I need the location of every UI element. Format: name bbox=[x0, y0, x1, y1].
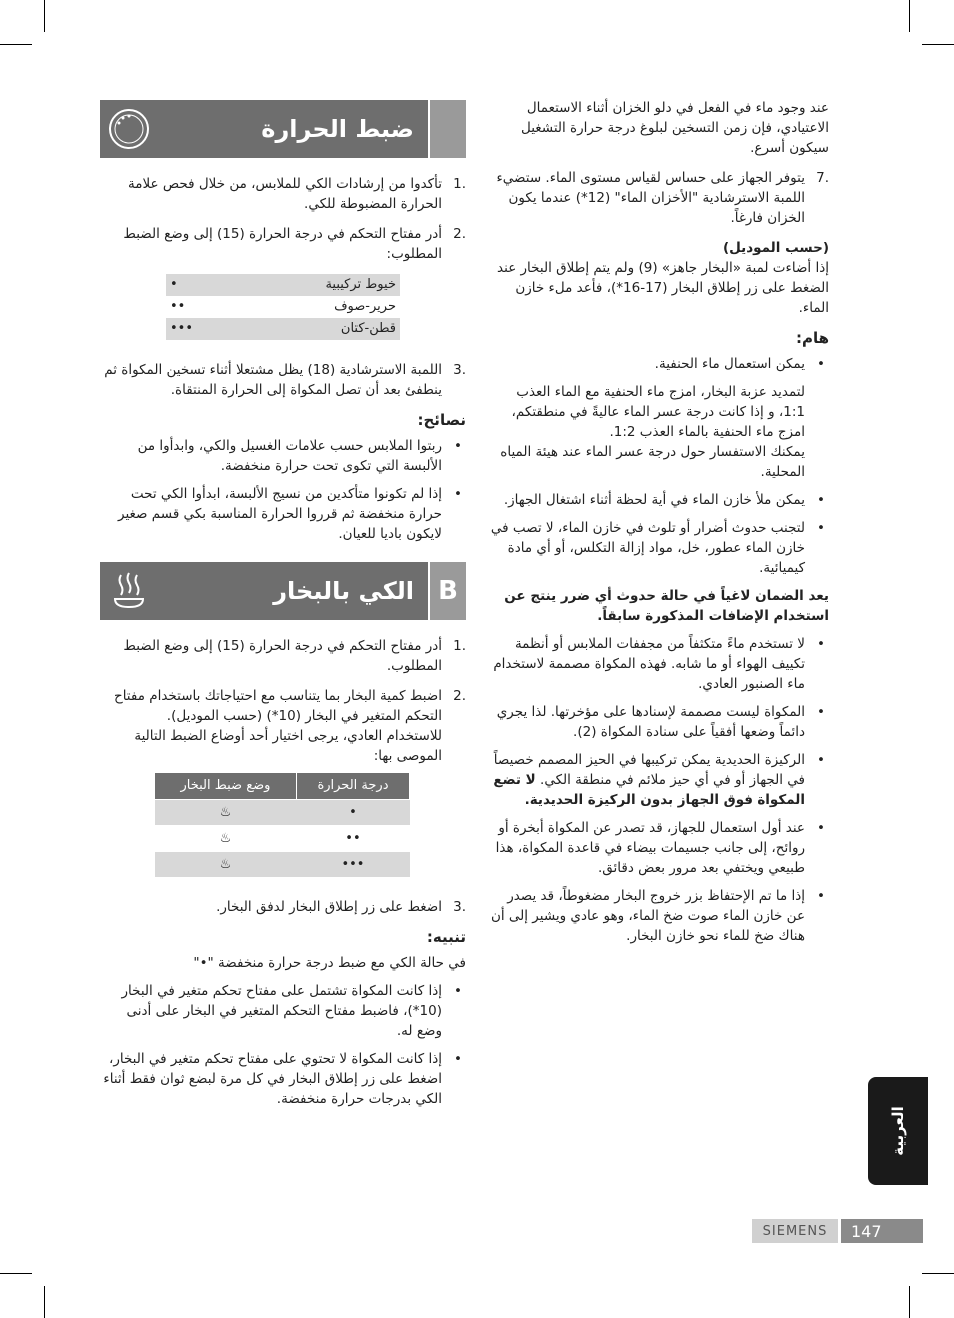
language-tab bbox=[868, 1077, 928, 1185]
bullet: • يمكن استعمال ماء الحنفية. bbox=[654, 356, 825, 372]
crop-mark bbox=[909, 1286, 910, 1318]
page-footer bbox=[752, 1219, 923, 1243]
table-header-temp: درجة الحرارة bbox=[296, 773, 409, 800]
list-item: .3 اضغط على زر إطلاق البخار لدفق البخار. bbox=[216, 899, 466, 915]
steam-settings-table bbox=[154, 772, 410, 877]
table-row: •• ♨ bbox=[155, 826, 410, 852]
table-header-row bbox=[155, 773, 410, 800]
section-letter-tab: B bbox=[430, 562, 466, 620]
page-number: 147 bbox=[841, 1219, 923, 1243]
bullet: • عند أول استعمال للجهاز، قد تصدر عن المكواة أبخرة أو روائح، إلى جانب جسيمات بيضاء في قاعدة المكواة، هذا طبيعي ويختفي بعد مرور بعض دقائق. bbox=[495, 820, 825, 876]
bullet-dot-icon: • bbox=[817, 356, 825, 372]
bullet: • الركيزة الحديدية يمكن تركيبها في الحيز المصمم خصيصاً في الجهاز أو في أي حيز ملائم في منطقة الكي. لا تضع المكواة فوق الجهاز بدون الركيزة الحديدية. bbox=[493, 752, 825, 808]
bullet-dot-icon: • bbox=[817, 752, 825, 768]
intro-paragraph: عند وجود ماء في الفعل في دلو الخزان أثناء الاستعمال الاعتيادي، فإن زمن التسخين لبلوغ درجة حرارة التشغيل سيكون أسرع. bbox=[520, 100, 829, 156]
bullet: • يمكن ملأ خازن الماء في أية لحظة أثناء اشتغال الجهاز. bbox=[503, 492, 825, 508]
bullet: • إذا كانت المكواة تشتمل على مفتاح تحكم متغير في البخار (10*)، فاضبط مفتاح التحكم المتغير في البخار على أدنى وضع له. bbox=[121, 983, 462, 1039]
recommended-settings-text: للاستخدام العادي، يرجى اختيار أحد أوضاع الضبط التالية الموصى بها: bbox=[134, 728, 442, 764]
section-header-temperature bbox=[100, 100, 466, 158]
bullet-dot-icon: • bbox=[454, 486, 462, 502]
section-title: ضبط الحرارة bbox=[261, 115, 414, 143]
list-item: .2 اضبط كمية البخار بما يتناسب مع احتياجاتك باستخدام مفتاح التحكم المتغير في البخار (10*) (حسب الموديل). bbox=[113, 688, 466, 724]
item-number: .7 bbox=[816, 170, 829, 186]
bullet: • لا تستخدم ماءً متكثفاً من مجففات الملابس أو أنظمة تكييف الهواء أو ما شابه. فهذه المكواة مصممة لاستخدام ماء الصنبور العادي. bbox=[493, 636, 825, 692]
item-text: يتوفر الجهاز على حساس لقياس مستوى الماء. ستضيء اللمبة الاسترشادية "الأخزان الماء" (12*) عندما يكون الخزان فارغاً. bbox=[496, 170, 805, 226]
section-letter-tab bbox=[430, 100, 466, 158]
steam-level-2-icon: ♨ bbox=[155, 826, 297, 852]
table-row: • ♨ bbox=[155, 800, 410, 826]
bullet: • المكواة ليست مصممة لإسنادها على مؤخرتها. لذا يجري دائماً وضعها أفقياً على سنادة المكواة (2). bbox=[496, 704, 825, 740]
table-row: خيوط تركيبية • bbox=[166, 274, 400, 296]
section-title: الكي بالبخار bbox=[273, 577, 414, 605]
list-item: .3 اللمبة الاسترشادية (18) يظل مشتعلا أثناء تسخين المكواة ثم ينطفئ بعد أن تصل المكواة إلى الحرارة المنتقاة. bbox=[104, 362, 466, 398]
crop-mark bbox=[44, 0, 45, 32]
left-column bbox=[100, 100, 466, 1117]
table-row: ••• ♨ bbox=[155, 852, 410, 878]
crop-mark bbox=[0, 44, 32, 45]
bullet-dot-icon: • bbox=[817, 492, 825, 508]
table-row: حرير-صوف •• bbox=[170, 299, 396, 314]
right-column bbox=[487, 98, 829, 954]
bullet: • لتجنب حدوث أضرار أو تلوث في خازن الماء، لا تصب في خازن الماء عطور، خل، مواد إزالة التكلس، أو أي مادة كيميائية. bbox=[490, 520, 825, 576]
bullet-dot-icon: • bbox=[817, 636, 825, 652]
steam-level-1-icon: ♨ bbox=[155, 800, 297, 826]
temperature-dial-icon bbox=[106, 106, 152, 152]
crop-mark bbox=[909, 0, 910, 32]
crop-mark bbox=[0, 1273, 32, 1274]
list-item: .1 تأكدوا من إرشادات الكي للملابس، من خلال فحص علامة الحرارة المضبوطة للكي. bbox=[127, 176, 466, 212]
steam-level-3-icon: ♨ bbox=[155, 852, 297, 878]
tips-title: نصائح: bbox=[417, 411, 466, 429]
bullet: لتمديد عزبة البخار، امزج ماء الحنفية مع الماء العذب 1:1، و إذا كانت درجة عسر الماء عاليةً في منطقتكم، امزج ماء الحنفية بالماء العذب 1:2. bbox=[511, 384, 805, 440]
list-item: .1 أدر مفتاح التحكم في درجة الحرارة (15) إلى وضع الضبط المطلوب. bbox=[123, 638, 466, 674]
important-title: هام: bbox=[795, 329, 829, 347]
list-item: .2 أدر مفتاح التحكم في درجة الحرارة (15) إلى وضع الضبط المطلوب: bbox=[123, 226, 466, 262]
warranty-note: يعد الضمان لاغياً في حالة حدوث أي ضرر ينتج عن استخدام الإضافات المذكورة سابقاً. bbox=[504, 588, 829, 624]
bullet: • إذا ما تم الإحتفاظ بزر خروج البخار مضغوطاً، قد يصدر عن خازن الماء صوت ضخ الماء، وهو عادي ويشير إلى أن هناك ضخ للماء نحو خازن البخار. bbox=[490, 888, 825, 944]
bullet-dot-icon: • bbox=[817, 704, 825, 720]
fabric-temperature-table bbox=[166, 274, 400, 340]
bullet-dot-icon: • bbox=[817, 820, 825, 836]
item-7 bbox=[487, 168, 829, 228]
language-label: العربية bbox=[889, 1106, 907, 1156]
crop-mark bbox=[922, 44, 954, 45]
crop-mark bbox=[922, 1273, 954, 1274]
bullet-dot-icon: • bbox=[454, 1051, 462, 1067]
caution-title: تنبيه: bbox=[426, 928, 466, 946]
section-header-steam bbox=[100, 562, 466, 620]
bullet-dot-icon: • bbox=[817, 888, 825, 904]
table-header-steam: وضع ضبط البخار bbox=[155, 773, 297, 800]
bullet: • ربتوا الملابس حسب علامات الغسيل والكي، وابدأوا من الألبسة التي تكوى تحت حرارة منخفضة. bbox=[137, 438, 462, 474]
crop-mark bbox=[44, 1286, 45, 1318]
brand-label: SIEMENS bbox=[752, 1219, 838, 1243]
steam-icon bbox=[106, 568, 152, 614]
bullet-dot-icon: • bbox=[454, 983, 462, 999]
bullet: يمكنك الاستفسار حول درجة عسر الماء عند هيئة المياه المحلية. bbox=[500, 444, 805, 480]
bullet: • إذا كانت المكواة لا تحتوي على مفتاح تحكم متغير في البخار، اضغط على زر إطلاق البخار في كل مرة لبضع ثوان فقط أثناء الكي بدرجات حرارة منخفضة. bbox=[103, 1051, 462, 1107]
caution-paragraph: في حالة الكي مع ضبط درجة حرارة منخفضة "•" bbox=[193, 955, 466, 971]
bullet-dot-icon: • bbox=[454, 438, 462, 454]
bullet-dot-icon: • bbox=[817, 520, 825, 536]
bullet: • إذا لم تكونوا متأكدين من نسيج الألبسة، ابدأوا الكي تحت حرارة منخفضة ثم قرروا الحرارة المناسبة بكي قسم صغير لايكون باديا للعيان. bbox=[118, 486, 462, 542]
model-note: (حسب الموديل) bbox=[722, 240, 829, 256]
table-row: قطن-كتان ••• bbox=[166, 318, 400, 340]
model-paragraph: إذا أضاءت لمبة «البخار جاهز» (9) ولم يتم إطلاق البخار عند الضغط على زر إطلاق البخار (17-16*)، فأعد ملء خازن الماء. bbox=[497, 260, 829, 316]
